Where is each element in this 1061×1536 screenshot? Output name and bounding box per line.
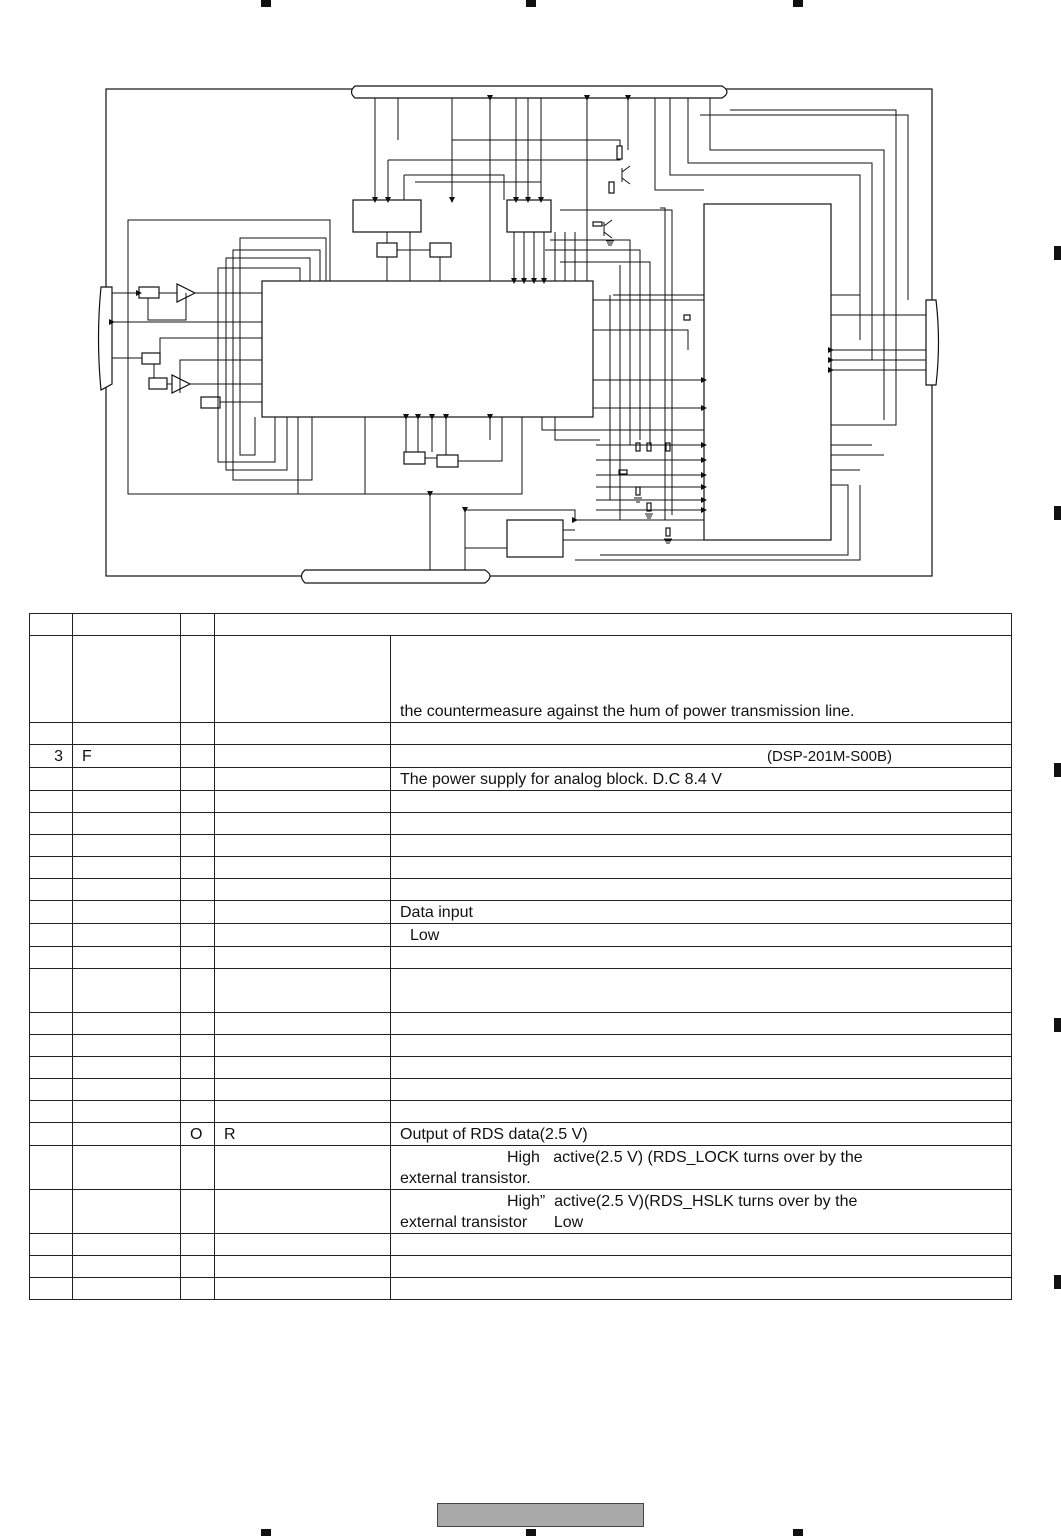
cell-name: F (73, 745, 181, 768)
cell-function: R (215, 1123, 391, 1146)
cell-no (30, 1146, 73, 1190)
resistor (609, 182, 614, 193)
small-block (377, 243, 397, 257)
cell-no (30, 1123, 73, 1146)
cell-no (30, 1079, 73, 1101)
cell-function (215, 745, 391, 768)
cell-name (73, 969, 181, 1013)
cell-description: the countermeasure against the hum of power transmission line. (391, 636, 1012, 723)
cell-no (30, 835, 73, 857)
cell-name (73, 723, 181, 745)
table-row (30, 1079, 1012, 1101)
cell-function (215, 835, 391, 857)
table-row (30, 813, 1012, 835)
resistor (666, 528, 670, 536)
registration-mark (526, 1529, 536, 1536)
cell-io (181, 768, 215, 791)
cell-name (73, 614, 181, 636)
table-row (30, 969, 1012, 1013)
cell-function (215, 947, 391, 969)
table-row (30, 1278, 1012, 1300)
cell-function (215, 1146, 391, 1190)
cell-io (181, 723, 215, 745)
cell-description (391, 835, 1012, 857)
amplifier-symbol (172, 375, 190, 393)
upper-mid-block (507, 200, 551, 232)
cell-name (73, 835, 181, 857)
cell-no (30, 636, 73, 723)
cell-io (181, 745, 215, 768)
cell-no (30, 947, 73, 969)
small-block (201, 397, 220, 408)
cell-no (30, 857, 73, 879)
cell-function (215, 636, 391, 723)
cell-description (391, 1013, 1012, 1035)
cell-no (30, 813, 73, 835)
cell-function (215, 791, 391, 813)
cell-no (30, 1234, 73, 1256)
cell-io (181, 901, 215, 924)
cell-description (391, 969, 1012, 1013)
cell-io (181, 1013, 215, 1035)
table-row (30, 636, 1012, 723)
cell-name (73, 768, 181, 791)
table-row (30, 1190, 1012, 1234)
cell-description (391, 1234, 1012, 1256)
cell-description (391, 879, 1012, 901)
cell-description (391, 723, 1012, 745)
cell-io (181, 1057, 215, 1079)
cell-no (30, 791, 73, 813)
cell-io (181, 1146, 215, 1190)
cell-name (73, 901, 181, 924)
cell-function (215, 857, 391, 879)
cell-description (391, 1079, 1012, 1101)
cell-no (30, 768, 73, 791)
cell-io (181, 1190, 215, 1234)
cell-function (215, 1256, 391, 1278)
cell-no (30, 1256, 73, 1278)
cell-name (73, 636, 181, 723)
transistor-symbol (622, 166, 630, 184)
cell-name (73, 1079, 181, 1101)
cell-name (73, 1146, 181, 1190)
cell-io (181, 1101, 215, 1123)
cell-function (215, 879, 391, 901)
cell-no (30, 1190, 73, 1234)
cell-no (30, 723, 73, 745)
table-header-row (30, 614, 1012, 636)
cell-io: O (181, 1123, 215, 1146)
cell-description: Output of RDS data(2.5 V) (391, 1123, 1012, 1146)
cell-description (391, 1278, 1012, 1300)
cell-io (181, 857, 215, 879)
small-block (149, 378, 167, 389)
cell-name (73, 879, 181, 901)
resistor (666, 443, 670, 451)
cell-no (30, 1057, 73, 1079)
cell-no (30, 901, 73, 924)
lower-block (437, 455, 458, 467)
cell-io (181, 835, 215, 857)
resistor (593, 222, 602, 226)
cell-io (181, 791, 215, 813)
table-row (30, 1234, 1012, 1256)
cell-name (73, 924, 181, 947)
resistor (636, 443, 640, 451)
left-connector (99, 287, 113, 390)
cell-io (181, 1256, 215, 1278)
cell-io (181, 947, 215, 969)
cell-function (215, 969, 391, 1013)
cell-no (30, 1278, 73, 1300)
cell-no (30, 1035, 73, 1057)
cell-description: Data input (391, 901, 1012, 924)
cell-no (30, 1013, 73, 1035)
transistor-symbol (604, 220, 612, 238)
cell-io (181, 636, 215, 723)
cell-name (73, 1101, 181, 1123)
cell-description (391, 1256, 1012, 1278)
cell-function (215, 813, 391, 835)
cell-description: Low (391, 924, 1012, 947)
table-row (30, 879, 1012, 901)
cell-function (215, 924, 391, 947)
cell-no (30, 924, 73, 947)
lower-block (404, 452, 425, 464)
table-row (30, 745, 1012, 768)
upper-left-block (353, 200, 421, 232)
part-number-note: (DSP-201M-S00B) (766, 748, 892, 765)
top-connector (352, 86, 728, 98)
cell-io (181, 1035, 215, 1057)
page-number-box (437, 1503, 644, 1527)
table-row (30, 723, 1012, 745)
bottom-connector (302, 570, 491, 583)
cell-description: High” active(2.5 V)(RDS_HSLK turns over by the external transistor Low (391, 1190, 1012, 1234)
cell-function (215, 1057, 391, 1079)
cell-name (73, 1278, 181, 1300)
table-row (30, 901, 1012, 924)
resistor (684, 315, 690, 320)
small-block (139, 287, 159, 298)
table-row (30, 791, 1012, 813)
cell-name (73, 791, 181, 813)
cell-name (73, 1256, 181, 1278)
cell-function (215, 768, 391, 791)
cell-function (215, 1035, 391, 1057)
pin-function-table (29, 613, 1012, 1300)
table-row (30, 1013, 1012, 1035)
cell-name (73, 1234, 181, 1256)
cell-io (181, 1079, 215, 1101)
table-row (30, 1057, 1012, 1079)
table-row (30, 1123, 1012, 1146)
cell-function (215, 1234, 391, 1256)
cell-io (181, 1278, 215, 1300)
cell-name (73, 1123, 181, 1146)
cell-name (73, 1013, 181, 1035)
registration-mark (1054, 763, 1061, 777)
cell-name (73, 1190, 181, 1234)
table-row (30, 835, 1012, 857)
cell-io (181, 614, 215, 636)
table-row (30, 857, 1012, 879)
cell-no (30, 1101, 73, 1123)
cell-function (215, 1190, 391, 1234)
cell-function (215, 901, 391, 924)
resistor (636, 487, 640, 495)
cell-io (181, 1234, 215, 1256)
cell-description: The power supply for analog block. D.C 8.4 V (391, 768, 1012, 791)
table-row (30, 947, 1012, 969)
registration-mark (793, 1529, 803, 1536)
cell-no (30, 614, 73, 636)
cell-function (215, 1079, 391, 1101)
small-block (430, 243, 451, 257)
cell-function (215, 1013, 391, 1035)
cell-description (391, 857, 1012, 879)
table-row (30, 1146, 1012, 1190)
cell-description (391, 947, 1012, 969)
small-block (142, 353, 160, 364)
cell-no: 3 (30, 745, 73, 768)
cell-description (391, 1057, 1012, 1079)
ground-symbol (645, 514, 653, 518)
block-diagram (0, 0, 1061, 600)
cell-description (391, 813, 1012, 835)
cell-name (73, 857, 181, 879)
cell-io (181, 813, 215, 835)
main-ic-block (262, 281, 593, 417)
cell-name (73, 1057, 181, 1079)
regulator-block (507, 520, 563, 557)
table-row (30, 1035, 1012, 1057)
cell-description (391, 791, 1012, 813)
table-row (30, 924, 1012, 947)
ground-symbol (634, 498, 642, 502)
cell-description (391, 1101, 1012, 1123)
cell-description: High active(2.5 V) (RDS_LOCK turns over by the external transistor. (391, 1146, 1012, 1190)
registration-mark (1054, 1018, 1061, 1032)
resistor (617, 146, 622, 159)
controller-ic-block (704, 204, 831, 540)
cell-description (391, 745, 1012, 768)
cell-function (215, 1101, 391, 1123)
cell-name (73, 1035, 181, 1057)
cell-io (181, 924, 215, 947)
cell-no (30, 969, 73, 1013)
cell-io (181, 879, 215, 901)
registration-mark (1054, 1275, 1061, 1289)
cell-name (73, 813, 181, 835)
right-connector (926, 300, 939, 385)
cell-function (215, 1278, 391, 1300)
cell-function (215, 723, 391, 745)
cell-description (391, 1035, 1012, 1057)
table-row (30, 768, 1012, 791)
cell-no (30, 879, 73, 901)
table-row (30, 1101, 1012, 1123)
ground-symbol (606, 241, 614, 245)
cell-name (73, 947, 181, 969)
cell-io (181, 969, 215, 1013)
registration-mark (261, 1529, 271, 1536)
cell-function (215, 614, 1012, 636)
table-row (30, 1256, 1012, 1278)
